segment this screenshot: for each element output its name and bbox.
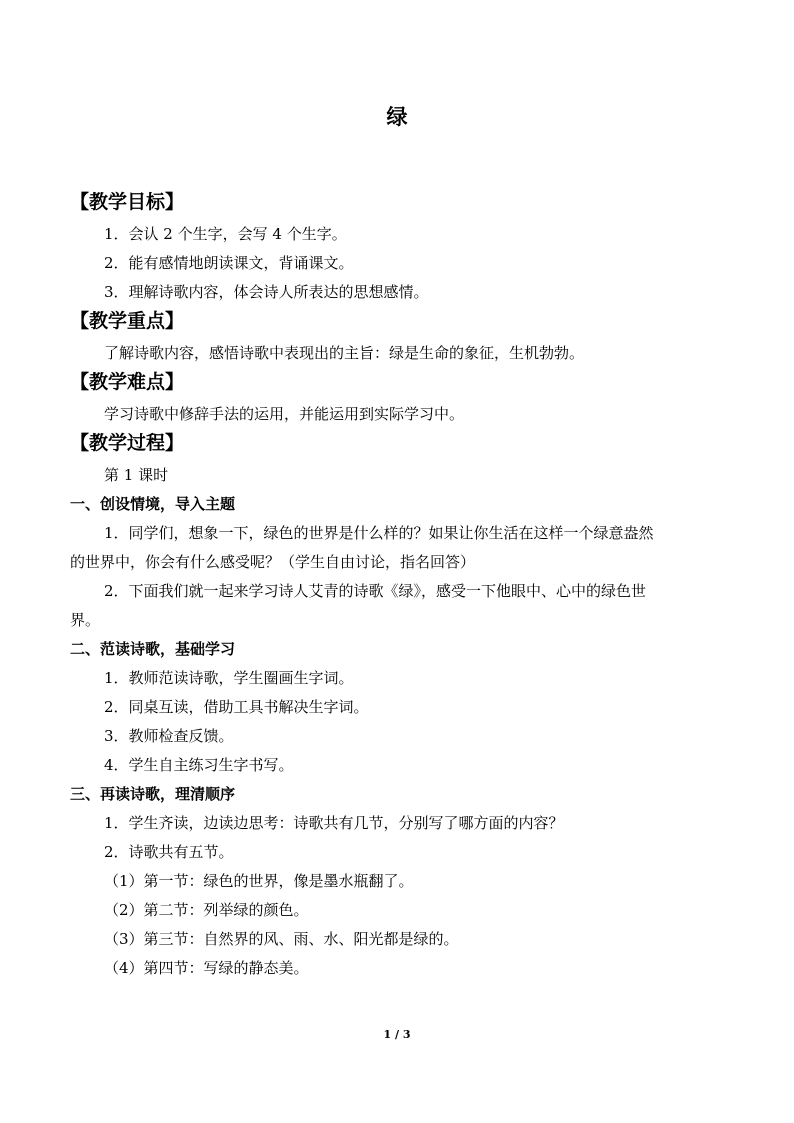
part1-item2-line2: 界。 bbox=[70, 611, 101, 629]
goal-item: 3．理解诗歌内容，体会诗人所表达的思想感情。 bbox=[104, 283, 429, 301]
part3-subitem: （1）第一节：绿色的世界，像是墨水瓶翻了。 bbox=[104, 872, 414, 890]
goal-item: 1．会认 2 个生字，会写 4 个生字。 bbox=[104, 225, 347, 243]
heading-difficult-points: 【教学难点】 bbox=[70, 371, 185, 393]
part2-item: 4．学生自主练习生字书写。 bbox=[104, 756, 294, 774]
part3-subitem: （4）第四节：写绿的静态美。 bbox=[104, 959, 309, 977]
part3-subitem: （3）第三节：自然界的风、雨、水、阳光都是绿的。 bbox=[104, 930, 459, 948]
heading-goals: 【教学目标】 bbox=[70, 191, 185, 213]
part1-title: 一、创设情境，导入主题 bbox=[70, 495, 236, 513]
part3-title: 三、再读诗歌，理清顺序 bbox=[70, 785, 236, 803]
heading-key-points: 【教学重点】 bbox=[70, 310, 185, 332]
part1-item2-line1: 2．下面我们就一起来学习诗人艾青的诗歌《绿》，感受一下他眼中、心中的绿色世 bbox=[104, 582, 647, 600]
part1-item1-line1: 1．同学们，想象一下，绿色的世界是什么样的？如果让你生活在这样一个绿意盎然 bbox=[104, 524, 654, 542]
part2-item: 3．教师检查反馈。 bbox=[104, 727, 234, 745]
part3-item: 2．诗歌共有五节。 bbox=[104, 843, 234, 861]
part2-item: 2．同桌互读，借助工具书解决生字词。 bbox=[104, 698, 369, 716]
document-title: 绿 bbox=[386, 104, 408, 129]
part3-subitem: （2）第二节：列举绿的颜色。 bbox=[104, 901, 309, 919]
difficult-points-text: 学习诗歌中修辞手法的运用，并能运用到实际学习中。 bbox=[104, 405, 465, 423]
part1-item1-line2: 的世界中，你会有什么感受呢？（学生自由讨论，指名回答） bbox=[70, 553, 476, 571]
part2-title: 二、范读诗歌，基础学习 bbox=[70, 640, 236, 658]
key-points-text: 了解诗歌内容，感悟诗歌中表现出的主旨：绿是生命的象征，生机勃勃。 bbox=[104, 344, 585, 362]
page-number: 1 / 3 bbox=[383, 1028, 411, 1041]
part3-item: 1．学生齐读，边读边思考：诗歌共有几节，分别写了哪方面的内容？ bbox=[104, 814, 564, 832]
goal-item: 2．能有感情地朗读课文，背诵课文。 bbox=[104, 254, 354, 272]
heading-process: 【教学过程】 bbox=[70, 432, 185, 454]
document-body bbox=[70, 188, 730, 983]
lesson-label: 第 1 课时 bbox=[104, 466, 169, 484]
part2-item: 1．教师范读诗歌，学生圈画生字词。 bbox=[104, 669, 354, 687]
